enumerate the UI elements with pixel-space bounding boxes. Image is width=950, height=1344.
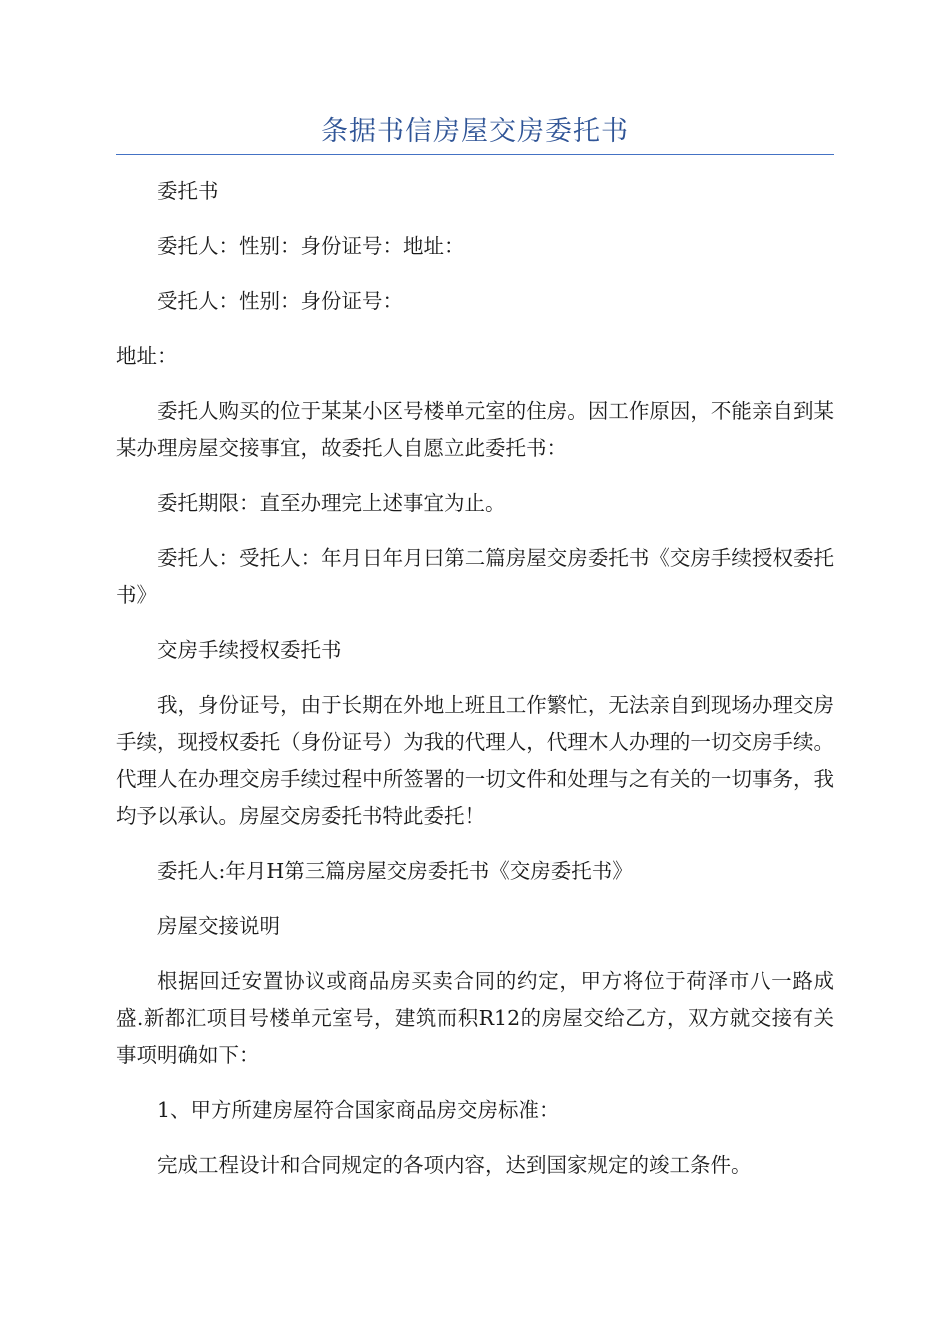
paragraph: 委托人:年月H第三篇房屋交房委托书《交房委托书》 bbox=[157, 859, 633, 883]
document-body bbox=[116, 173, 834, 1184]
title-underline bbox=[116, 154, 834, 155]
paragraph: 房屋交接说明 bbox=[157, 914, 280, 938]
paragraph: 委托期限：直至办理完上述事宜为止。 bbox=[157, 491, 506, 515]
document-title: 条据书信房屋交房委托书 bbox=[321, 116, 629, 147]
paragraph: 受托人：性别：身份证号： bbox=[157, 289, 403, 313]
paragraph: 我，身份证号，由于长期在外地上班且工作繁忙，无法亲自到现场办理交房手续，现授权委托（身份证号）为我的代理人，代理木人办理的一切交房手续。代理人在办理交房手续过程中所签署的一切文件和处理与之有关的一切事务，我均予以承认。房屋交房委托书特此委托！ bbox=[116, 693, 834, 828]
paragraph: 委托书 bbox=[157, 179, 219, 203]
document-page bbox=[116, 0, 834, 1202]
paragraph: 根据回迁安置协议或商品房买卖合同的约定，甲方将位于荷泽市八一路成盛.新都汇项目号楼单元室号，建筑而积R12的房屋交给乙方，双方就交接有关事项明确如下： bbox=[116, 969, 834, 1067]
paragraph: 委托人：性别：身份证号：地址： bbox=[157, 234, 465, 258]
paragraph: 完成工程设计和合同规定的各项内容，达到国家规定的竣工条件。 bbox=[157, 1153, 752, 1177]
paragraph: 委托人：受托人：年月日年月曰第二篇房屋交房委托书《交房手续授权委托书》 bbox=[116, 546, 834, 607]
paragraph: 交房手续授权委托书 bbox=[157, 638, 342, 662]
paragraph: 委托人购买的位于某某小区号楼单元室的住房。因工作原因，不能亲自到某某办理房屋交接事宜，故委托人自愿立此委托书： bbox=[116, 399, 834, 460]
paragraph: 1、甲方所建房屋符合国家商品房交房标准： bbox=[157, 1098, 560, 1122]
paragraph: 地址： bbox=[116, 344, 178, 368]
